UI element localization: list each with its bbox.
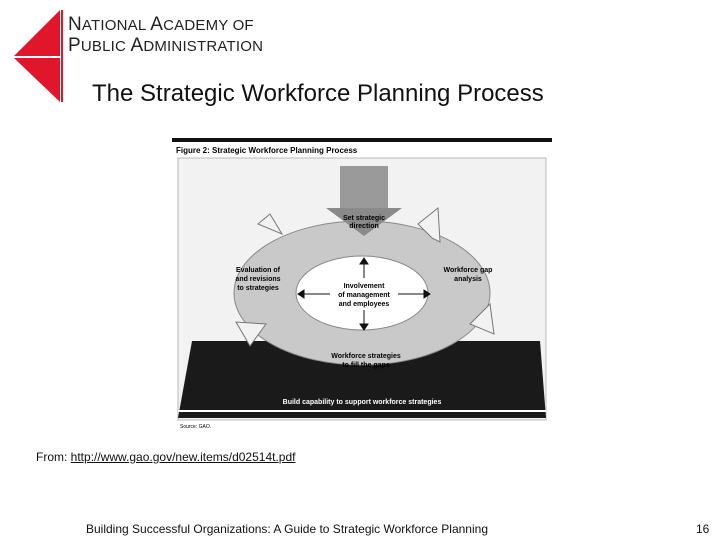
step-right-line2: analysis [454,276,482,283]
step-right-line1: Workforce gap [443,267,493,274]
source-line [36,450,295,464]
org-name-line2: PUBLIC ADMINISTRATION [68,35,264,56]
step-left-line1: Evaluation of [236,267,280,274]
logo-triangle-top [14,10,60,56]
center-line3: and employees [338,301,390,308]
page-number: 16 [696,522,710,536]
center-line2: of management [338,292,390,299]
step-top-line1: Set strategic [342,215,386,222]
step-bottom-line2: to fill the gaps [342,362,390,369]
logo-triangle-bottom [14,58,60,102]
source-prefix: From: [36,450,71,464]
base-label: Build capability to support workforce strategies [282,399,442,406]
step-left-line3: to strategies [237,285,279,292]
figure-source: Source: GAO. [180,424,212,430]
source-link[interactable]: http://www.gao.gov/new.items/d02514t.pdf [70,450,296,464]
step-top-line2: direction [349,223,379,230]
center-line1: Involvement [343,283,385,290]
step-left-line2: and revisions [235,276,281,283]
org-name-line1: NATIONAL ACADEMY OF [68,14,254,35]
figure-caption: Figure 2: Strategic Workforce Planning Process [176,146,358,155]
figure-top-rule [172,138,552,142]
strategic-arrow-shaft [340,166,388,210]
footer-text: Building Successful Organizations: A Guide to Strategic Workforce Planning [86,522,488,536]
process-figure [170,138,552,430]
step-bottom-line1: Workforce strategies [331,353,401,360]
napa-logo [10,10,70,102]
slide-title: The Strategic Workforce Planning Process [92,80,544,107]
